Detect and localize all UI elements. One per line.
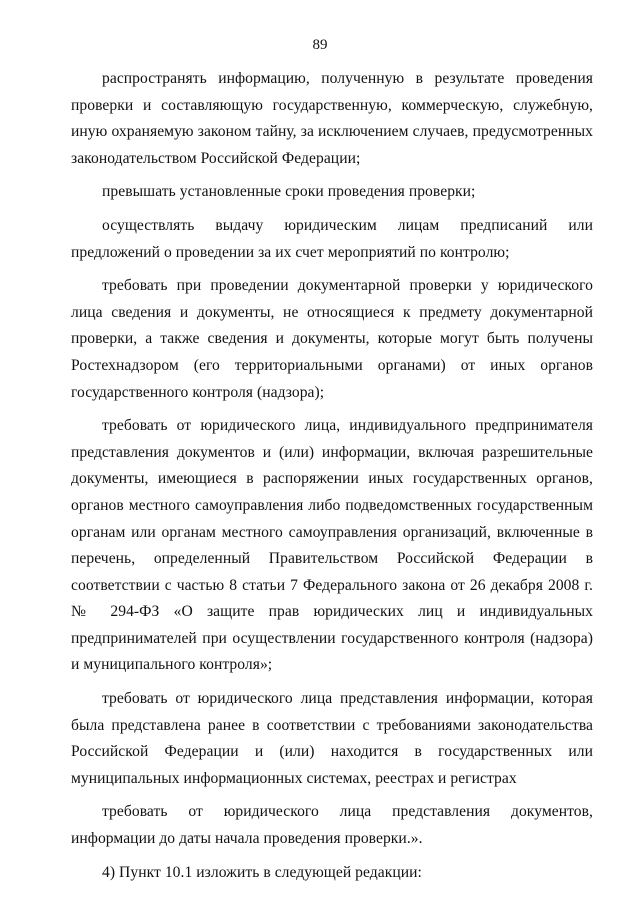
paragraph: требовать от юридического лица представления документов, информации до даты начала проведения проверки.». [71, 803, 593, 848]
page-number: 89 [312, 37, 328, 53]
paragraph: требовать от юридического лица представления информации, которая была представлена ранее в соответствии с требованиями законодательства Российской Федерации и (или) находится в государственных или муниципальных информационных системах, реестрах и регистрах [71, 690, 593, 787]
paragraph: распространять информацию, полученную в результате проведения проверки и составляющую государственную, коммерческую, служебную, иную охраняемую законом тайну, за исключением случаев, предусмотренных законодательством Российской Федерации; [71, 70, 593, 167]
document-body [71, 66, 593, 893]
paragraph: требовать от юридического лица, индивидуального предпринимателя представления документов и (или) информации, включая разрешительные документы, имеющиеся в распоряжении иных государственных органов, органов местного самоуправления либо подведомственных государственным органам или органам местного самоуправления организаций, включенные в перечень, определенный Правительством Российской Федерации в соответствии с частью 8 статьи 7 Федерального закона от 26 декабря 2008 г. № 294-ФЗ «О защите прав юридических лиц и индивидуальных предпринимателей при осуществлении государственного контроля (надзора) и муниципального контроля»; [71, 417, 593, 674]
paragraph: превышать установленные сроки проведения проверки; [102, 183, 476, 201]
paragraph: 4) Пункт 10.1 изложить в следующей редакции: [102, 863, 422, 881]
paragraph: осуществлять выдачу юридическим лицам предписаний или предложений о проведении за их счет мероприятий по контролю; [71, 216, 593, 261]
paragraph: требовать при проведении документарной проверки у юридического лица сведения и документы, не относящиеся к предмету документарной проверки, а также сведения и документы, которые могут быть получены Ростехнадзором (его территориальными органами) от иных органов государственного контроля (надзора); [71, 277, 593, 401]
